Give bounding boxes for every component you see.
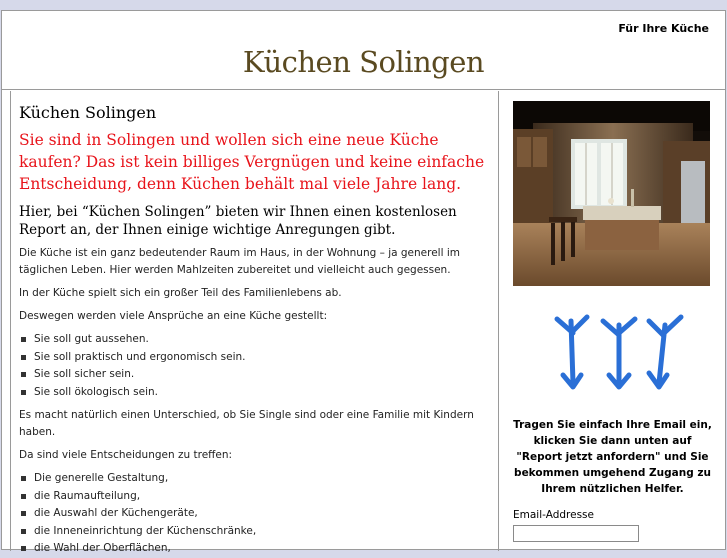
- list-item-text: die Inneneinrichtung der Küchenschränke,: [34, 524, 257, 537]
- list-item: [19, 488, 493, 506]
- list-item-text: die Auswahl der Küchengeräte,: [34, 507, 198, 519]
- paragraph-5: Da sind viele Entscheidungen zu treffen:: [19, 449, 233, 461]
- paragraph-2: In der Küche spielt sich ein großer Teil des Familienlebens ab.: [19, 287, 342, 299]
- list-item: [19, 540, 493, 558]
- page-container: [1, 10, 726, 554]
- email-label: Email-Addresse: [513, 509, 594, 521]
- kitchen-photo: [513, 101, 710, 286]
- decisions-list: [19, 470, 493, 558]
- list-item: [19, 470, 493, 488]
- bullet-icon: [21, 511, 26, 516]
- list-item-text: Sie soll sicher sein.: [34, 368, 135, 380]
- paragraph-4: Es macht natürlich einen Unterschied, ob Sie Single sind oder eine Familie mit Kindern haben.: [19, 409, 474, 438]
- bullet-icon: [21, 494, 26, 499]
- down-arrow-icon: [649, 317, 681, 387]
- list-item: [19, 384, 493, 402]
- list-item: [19, 366, 493, 384]
- list-item: [19, 349, 493, 367]
- list-item-text: die Wahl der Oberflächen,: [34, 542, 171, 554]
- list-item-text: die Raumaufteilung,: [34, 489, 141, 502]
- nav-link-fuer-ihre-kueche[interactable]: Für Ihre Küche: [618, 22, 709, 35]
- list-item: [19, 523, 493, 541]
- down-arrow-icon: [557, 317, 587, 387]
- bullet-icon: [21, 390, 26, 395]
- paragraph-1: Die Küche ist ein ganz bedeutender Raum im Haus, in der Wohnung – ja generell im täglichen Leben. Hier werden Mahlzeiten zubereitet und vielleicht auch gegessen.: [19, 247, 460, 276]
- bullet-icon: [21, 355, 26, 360]
- bullet-icon: [21, 476, 26, 481]
- post-title: Küchen Solingen: [19, 103, 157, 122]
- list-item-text: Sie soll praktisch und ergonomisch sein.: [34, 350, 246, 363]
- site-header: [2, 11, 725, 90]
- bullet-icon: [21, 546, 26, 551]
- down-arrow-icon: [603, 319, 635, 387]
- list-item-text: Die generelle Gestaltung,: [34, 472, 169, 484]
- lead-paragraph: Sie sind in Solingen und wollen sich eine neue Küche kaufen? Das ist kein billiges Vergnügen und keine einfache Entscheidung, denn Küchen behält mal viele Jahre lang.: [19, 131, 485, 193]
- signup-instructions: Tragen Sie einfach Ihre Email ein, klicken Sie dann unten auf "Report jetzt anfordern" und Sie bekommen umgehend Zugang zu Ihrem nützlichen Helfer.: [513, 419, 712, 495]
- list-item: [19, 505, 493, 523]
- arrows-graphic: [543, 311, 693, 391]
- main-content: [10, 91, 499, 554]
- bullet-icon: [21, 372, 26, 377]
- bullet-icon: [21, 529, 26, 534]
- list-item-text: Sie soll gut aussehen.: [34, 333, 149, 345]
- email-input[interactable]: [513, 525, 639, 542]
- bullet-icon: [21, 337, 26, 342]
- top-strip: [0, 0, 727, 10]
- intro-paragraph: Hier, bei “Küchen Solingen” bieten wir Ihnen einen kostenlosen Report an, der Ihnen einige wichtige Anregungen gibt.: [19, 204, 457, 238]
- list-item-text: Sie soll ökologisch sein.: [34, 385, 159, 398]
- paragraph-3: Deswegen werden viele Ansprüche an eine Küche gestellt:: [19, 310, 328, 322]
- list-item: [19, 331, 493, 349]
- requirements-list: [19, 331, 493, 401]
- site-title[interactable]: Küchen Solingen: [242, 45, 485, 79]
